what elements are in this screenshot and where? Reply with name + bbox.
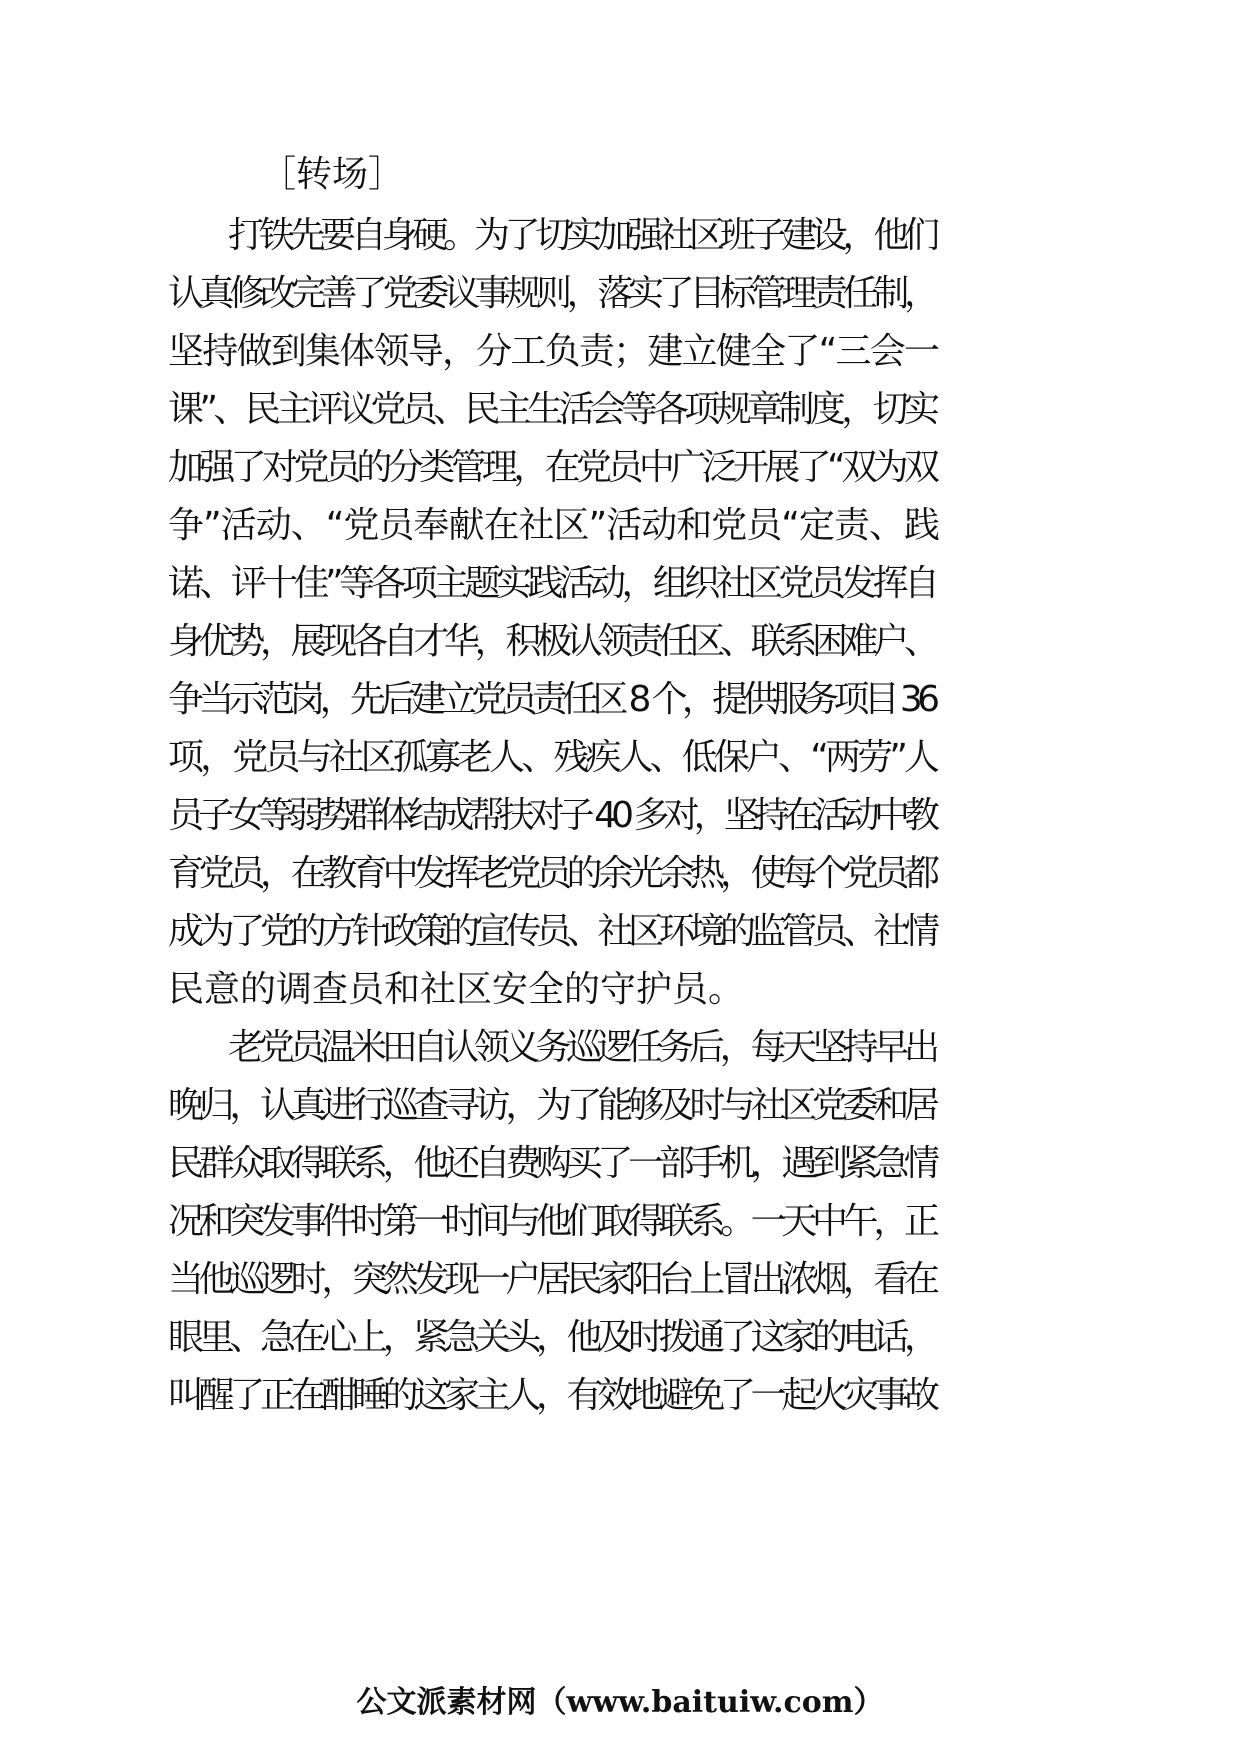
paragraph-line: 争”活动、“党员奉献在社区”活动和党员“定责、践 [168,505,940,546]
paragraph-line: 身优势，展现各自才华，积极认领责任区、联系困难户、 [168,621,935,662]
paragraph-line: 民意的调查员和社区安全的守护员。 [168,969,745,1010]
paragraph-line: 况和突发事件时第一时间与他们取得联系。一天中午，正 [168,1201,935,1242]
paragraph-line: 诺、评十佳”等各项主题实践活动，组织社区党员发挥自 [168,563,936,604]
footer-source: 公文派素材网（www.baituiw.com） [356,1685,884,1720]
paragraph-line: 争当示范岗，先后建立党员责任区 8 个，提供服务项目 36 [168,679,935,720]
paragraph-line: 课”、民主评议党员、民主生活会等各项规章制度，切实 [168,389,936,430]
paragraph-line: 打铁先要自身硬。为了切实加强社区班子建设，他们 [228,215,935,256]
paragraph-line: 老党员温米田自认领义务巡逻任务后，每天坚持早出 [228,1027,935,1068]
paragraph-line: 成为了党的方针政策的宣传员、社区环境的监管员、社情 [168,911,935,952]
paragraph-line: 叫醒了正在酣睡的这家主人，有效地避免了一起火灾事故 [168,1375,935,1416]
paragraph-line: 当他巡逻时，突然发现一户居民家阳台上冒出浓烟，看在 [168,1259,935,1300]
section-heading-text: ［转场］ [260,154,405,195]
paragraph-line: 育党员，在教育中发挥老党员的余光余热，使每个党员都 [168,853,935,894]
paragraph-line: 民群众取得联系，他还自费购买了一部手机，遇到紧急情 [168,1143,935,1184]
paragraph-line: 坚持做到集体领导，分工负责；建立健全了“三会一 [168,331,939,372]
paragraph-line: 加强了对党员的分类管理，在党员中广泛开展了“双为双 [168,447,936,488]
paragraph-line: 员子女等弱势群体结成帮扶对子 40 多对，坚持在活动中教 [168,795,935,836]
paragraph-line: 眼里、急在心上，紧急关头，他及时拨通了这家的电话， [168,1317,935,1358]
section-heading [260,151,404,199]
paragraph-line: 认真修改完善了党委议事规则，落实了目标管理责任制， [168,273,935,314]
paragraph-line: 项，党员与社区孤寡老人、残疾人、低保户、“两劳”人 [168,737,937,778]
paragraph-line: 晚归，认真进行巡查寻访，为了能够及时与社区党委和居 [168,1085,935,1126]
